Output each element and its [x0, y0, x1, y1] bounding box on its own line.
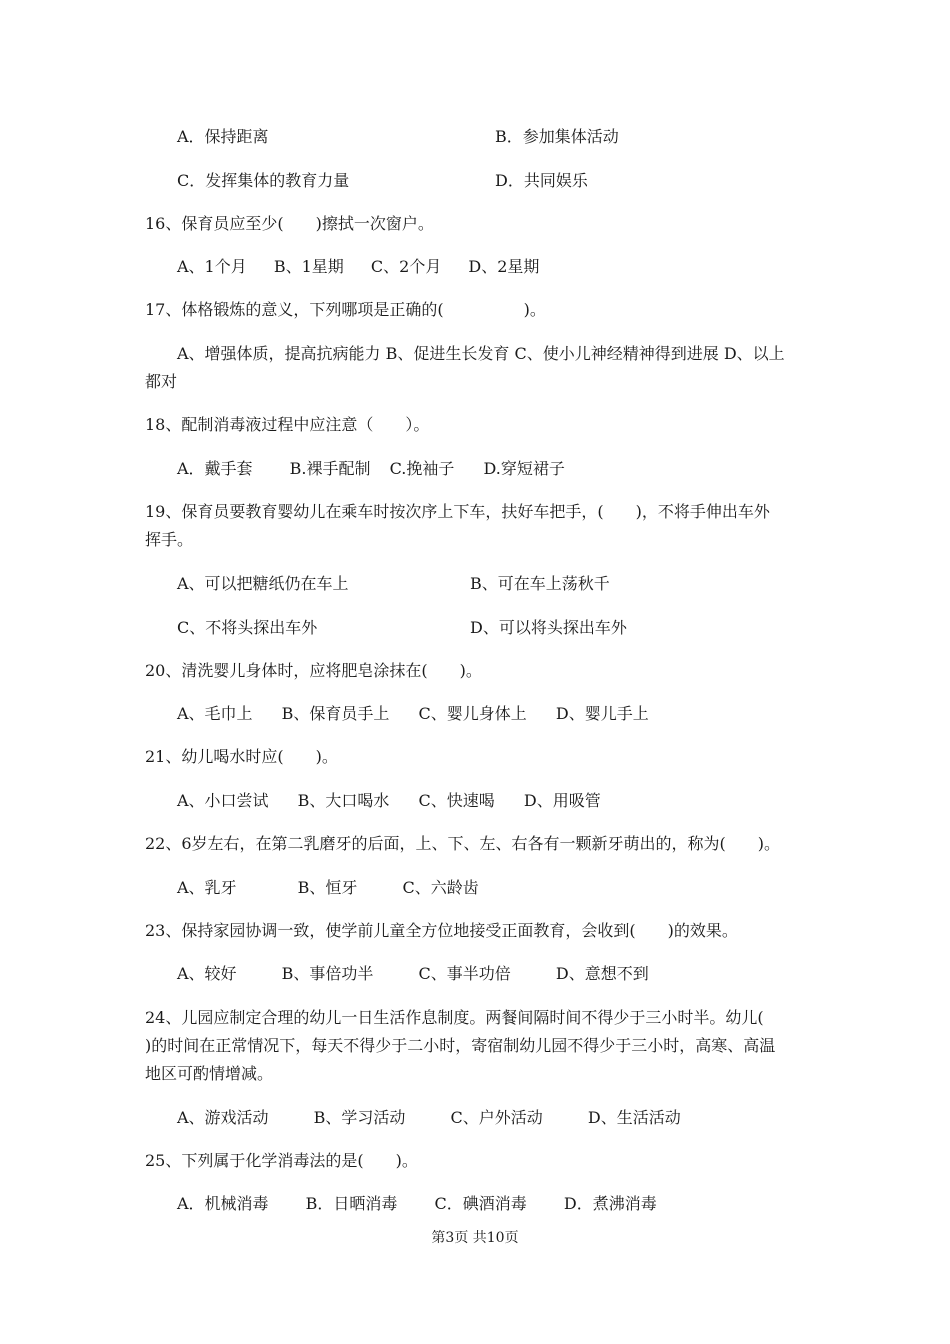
question-21: 21、幼儿喝水时应( )。	[145, 747, 338, 766]
option-a: A、可以把糖纸仍在车上	[177, 574, 349, 593]
option-d: D、2星期	[468, 257, 540, 276]
option-b: B、事倍功半	[281, 964, 374, 983]
option-b: B、保育员手上	[281, 704, 390, 723]
option-a: A．戴手套	[177, 459, 253, 478]
option-a: A、小口尝试	[177, 791, 269, 810]
question-21-options	[177, 790, 601, 812]
question-17: 17、体格锻炼的意义，下列哪项是正确的( )。	[145, 300, 546, 319]
option-d: D.穿短裙子	[483, 459, 565, 478]
option-a: A．保持距离	[177, 127, 269, 146]
option-c: C、六龄齿	[402, 878, 479, 897]
option-c: C、不将头探出车外	[177, 618, 318, 637]
question-18: 18、配制消毒液过程中应注意（ ）。	[145, 415, 430, 434]
question-20: 20、清洗婴儿身体时，应将肥皂涂抹在( )。	[145, 661, 482, 680]
option-c: C、2个月	[370, 257, 442, 276]
option-d: D．煮沸消毒	[563, 1194, 657, 1213]
option-b: B、学习活动	[313, 1108, 406, 1127]
question-22-options	[177, 877, 479, 899]
option-a: A、较好	[177, 964, 237, 983]
option-b: B．参加集体活动	[495, 127, 619, 146]
question-24: 24、儿园应制定合理的幼儿一日生活作息制度。两餐间隔时间不得少于三小时半。幼儿(	[145, 1008, 764, 1027]
question-25-options	[177, 1193, 657, 1215]
question-20-options	[177, 703, 649, 725]
option-c: C、户外活动	[450, 1108, 543, 1127]
option-d: D、可以将头探出车外	[470, 618, 627, 637]
option-a: A、游戏活动	[177, 1108, 269, 1127]
question-22: 22、6岁左右，在第二乳磨牙的后面，上、下、左、右各有一颗新牙萌出的，称为( )。	[145, 834, 781, 853]
option-a: A．机械消毒	[177, 1194, 269, 1213]
option-d: D．共同娱乐	[495, 171, 588, 190]
option-c: C.挽袖子	[389, 459, 455, 478]
question-17-options-cont: 都对	[145, 372, 178, 391]
option-c: C．碘酒消毒	[434, 1194, 527, 1213]
question-19-cont: 挥手。	[145, 530, 194, 549]
question-16: 16、保育员应至少( )擦拭一次窗户。	[145, 214, 434, 233]
option-d: D、婴儿手上	[555, 704, 649, 723]
question-24-options	[177, 1107, 681, 1129]
option-d: D、意想不到	[555, 964, 649, 983]
option-d: D、用吸管	[523, 791, 601, 810]
question-19: 19、保育员要教育婴幼儿在乘车时按次序上下车，扶好车把手，( )，不将手伸出车外	[145, 502, 770, 521]
question-17-options: A、增强体质，提高抗病能力 B、促进生长发育 C、使小儿神经精神得到进展 D、以上	[177, 344, 785, 363]
option-a: A、毛巾上	[177, 704, 253, 723]
option-a: A、乳牙	[177, 878, 237, 897]
question-25: 25、下列属于化学消毒法的是( )。	[145, 1151, 418, 1170]
option-b: B、可在车上荡秋千	[470, 574, 610, 593]
question-23: 23、保持家园协调一致，使学前儿童全方位地接受正面教育，会收到( )的效果。	[145, 921, 738, 940]
option-c: C、快速喝	[418, 791, 495, 810]
question-16-options	[177, 256, 539, 278]
option-d: D、生活活动	[587, 1108, 681, 1127]
option-b: B.裸手配制	[289, 459, 371, 478]
option-c: C、事半功倍	[418, 964, 511, 983]
option-b: B、大口喝水	[297, 791, 390, 810]
option-c: C．发挥集体的教育力量	[177, 171, 350, 190]
option-b: B、1星期	[273, 257, 344, 276]
question-24-cont: )的时间在正常情况下，每天不得少于二小时，寄宿制幼儿园不得少于三小时，高寒、高温	[145, 1036, 776, 1055]
option-b: B．日晒消毒	[305, 1194, 398, 1213]
question-24-cont-2: 地区可酌情增减。	[145, 1064, 274, 1083]
option-b: B、恒牙	[297, 878, 358, 897]
question-23-options	[177, 963, 649, 985]
page-footer: 第3页 共10页	[431, 1230, 519, 1246]
question-18-options	[177, 458, 565, 480]
option-a: A、1个月	[177, 257, 247, 276]
option-c: C、婴儿身体上	[418, 704, 527, 723]
